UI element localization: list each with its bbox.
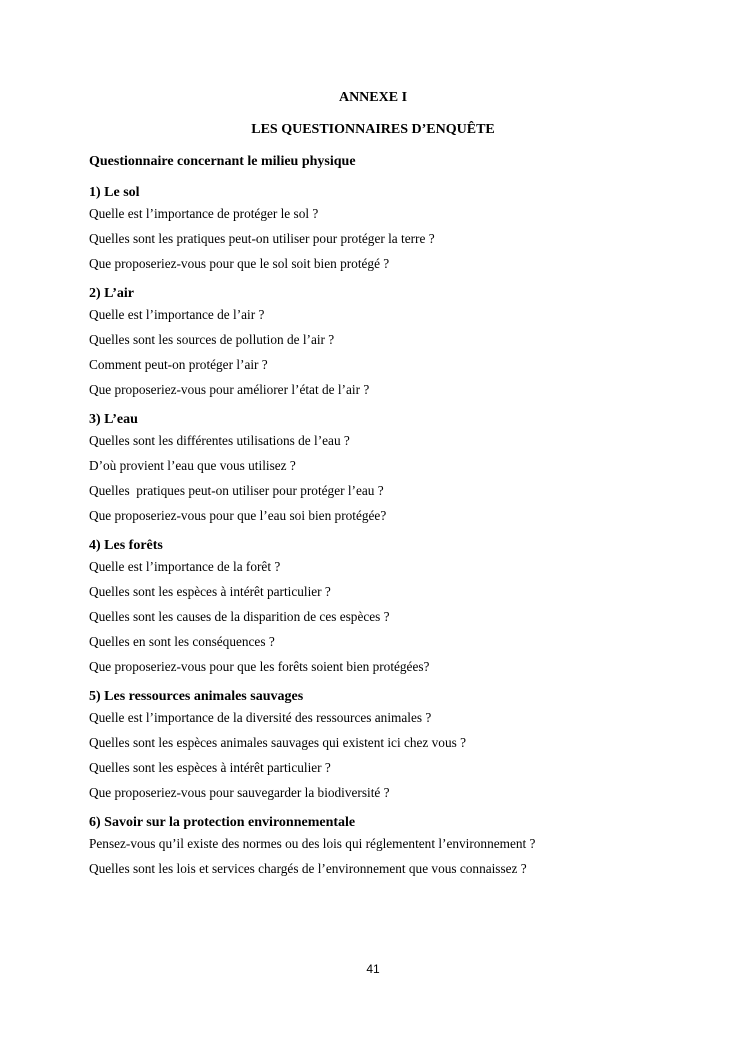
question-line: D’où provient l’eau que vous utilisez ? [89, 458, 296, 473]
question-line: Comment peut-on protéger l’air ? [89, 357, 268, 372]
question-line: Quelles sont les espèces à intérêt particulier ? [89, 760, 331, 775]
page-number: 41 [366, 962, 380, 976]
section-heading: 4) Les forêts [89, 538, 163, 553]
question-line: Quelles sont les causes de la disparition de ces espèces ? [89, 609, 390, 624]
section-heading: 3) L’eau [89, 412, 138, 427]
question-line: Quelles sont les espèces animales sauvages qui existent ici chez vous ? [89, 735, 467, 750]
section-heading: 6) Savoir sur la protection environnementale [89, 815, 356, 830]
annex-title: ANNEXE I [338, 90, 408, 105]
question-line: Que proposeriez-vous pour que les forêts soient bien protégées? [89, 659, 430, 674]
question-line: Quelles sont les pratiques peut-on utiliser pour protéger la terre ? [89, 231, 435, 246]
section-wild-animal-resources [89, 689, 709, 801]
question-line: Quelles pratiques peut-on utiliser pour protéger l’eau ? [89, 483, 384, 498]
question-line: Que proposeriez-vous pour que le sol soit bien protégé ? [89, 256, 390, 271]
section-water [89, 412, 709, 524]
section-heading: 1) Le sol [89, 185, 140, 200]
section-air [89, 286, 709, 398]
question-line: Quelle est l’importance de protéger le sol ? [89, 206, 319, 221]
question-line: Que proposeriez-vous pour sauvegarder la biodiversité ? [89, 785, 390, 800]
question-line: Quelle est l’importance de la diversité des ressources animales ? [89, 710, 432, 725]
section-heading: 2) L’air [89, 286, 134, 301]
question-line: Quelles sont les différentes utilisations de l’eau ? [89, 433, 350, 448]
question-line: Pensez-vous qu’il existe des normes ou des lois qui réglementent l’environnement ? [89, 836, 536, 851]
question-line: Quelles sont les espèces à intérêt particulier ? [89, 584, 331, 599]
document-body [89, 154, 709, 891]
section-soil [89, 185, 709, 272]
question-line: Quelle est l’importance de la forêt ? [89, 559, 281, 574]
question-line: Que proposeriez-vous pour améliorer l’état de l’air ? [89, 382, 370, 397]
section-environmental-knowledge [89, 815, 709, 877]
question-line: Que proposeriez-vous pour que l’eau soi bien protégée? [89, 508, 387, 523]
question-line: Quelles sont les lois et services chargés de l’environnement que vous connaissez ? [89, 861, 527, 876]
section-forests [89, 538, 709, 675]
document-title: LES QUESTIONNAIRES D’ENQUÊTE [251, 122, 495, 137]
section-heading: 5) Les ressources animales sauvages [89, 689, 304, 704]
question-line: Quelles en sont les conséquences ? [89, 634, 275, 649]
question-line: Quelle est l’importance de l’air ? [89, 307, 265, 322]
questionnaire-heading: Questionnaire concernant le milieu physique [89, 154, 356, 169]
question-line: Quelles sont les sources de pollution de l’air ? [89, 332, 335, 347]
